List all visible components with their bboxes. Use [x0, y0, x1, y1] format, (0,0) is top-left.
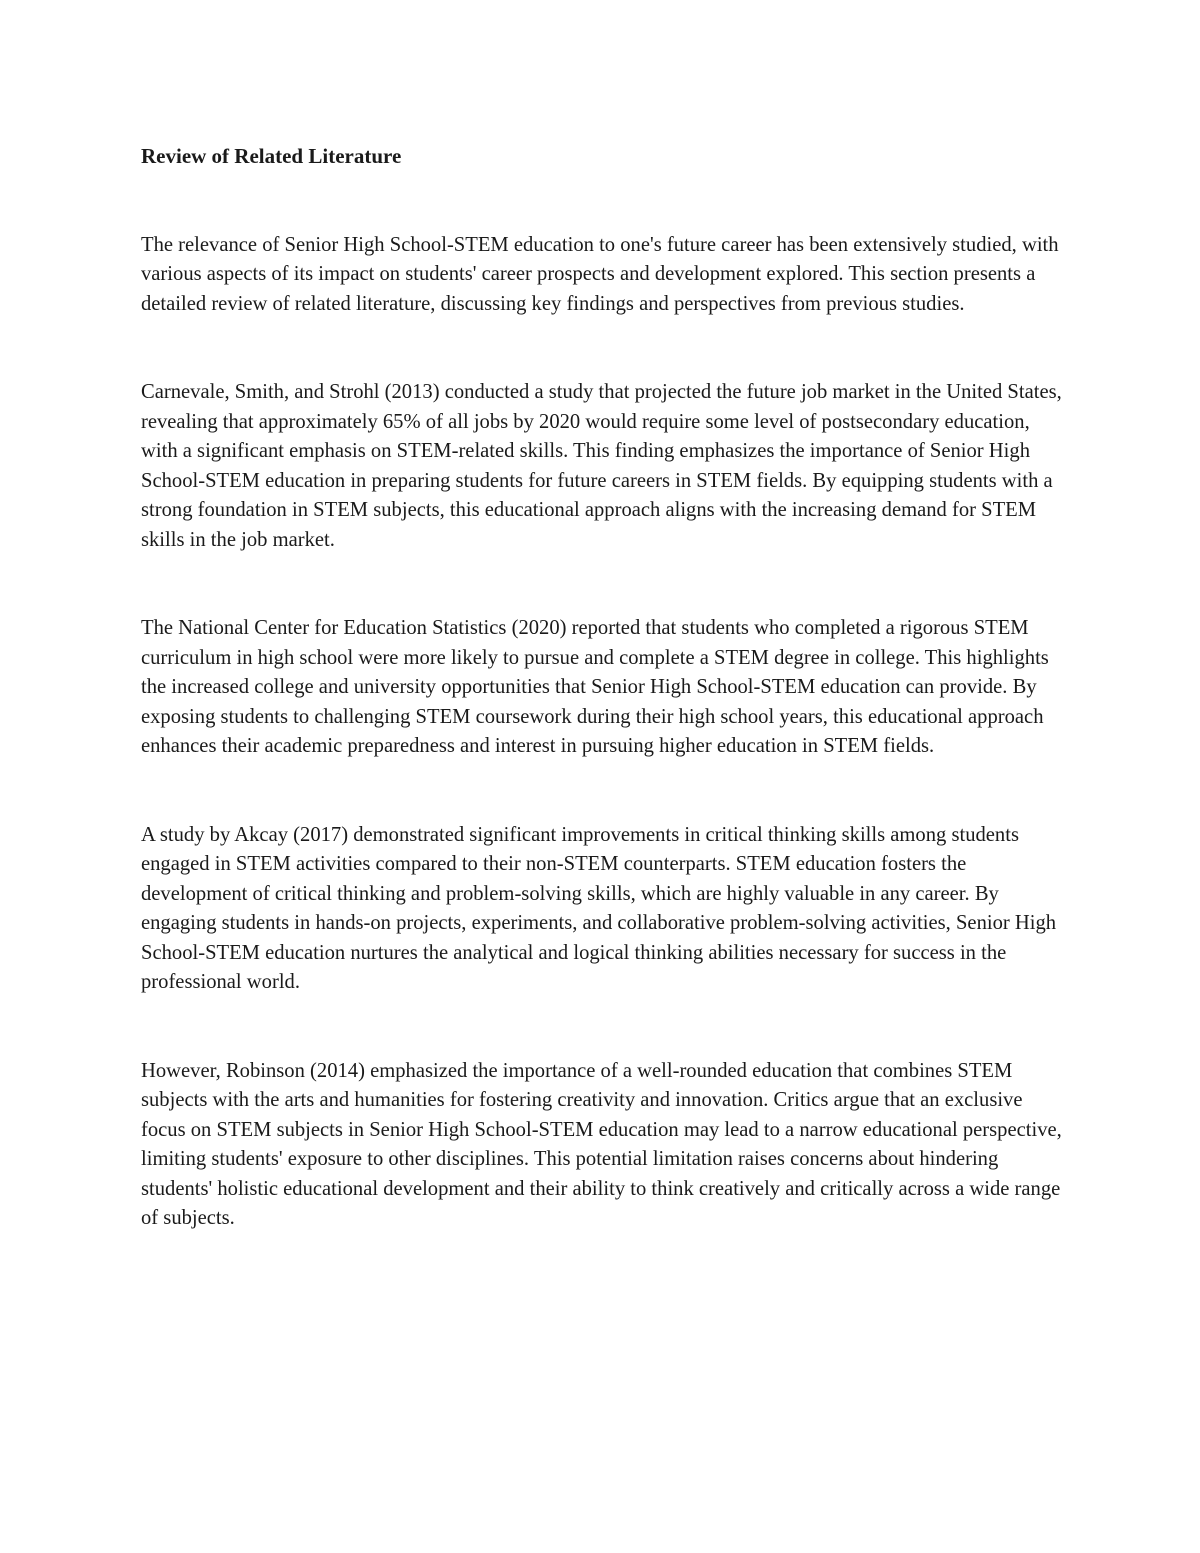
- paragraph-introduction: The relevance of Senior High School-STEM education to one's future career has been extensively studied, with various aspects of its impact on students' career prospects and development explored. This section presents a detailed review of related literature, discussing key findings and perspectives from previous studies.: [141, 233, 1059, 315]
- paragraph-akcay: A study by Akcay (2017) demonstrated significant improvements in critical thinking skills among students engaged in STEM activities compared to their non-STEM counterparts. STEM education fosters the development of critical thinking and problem-solving skills, which are highly valuable in any career. By engaging students in hands-on projects, experiments, and collaborative problem-solving activities, Senior High School-STEM education nurtures the analytical and logical thinking abilities necessary for success in the professional world.: [141, 823, 1057, 993]
- section-heading: Review of Related Literature: [141, 144, 402, 168]
- document-body: [141, 142, 1066, 1234]
- paragraph-nces: The National Center for Education Statistics (2020) reported that students who completed a rigorous STEM curriculum in high school were more likely to pursue and complete a STEM degree in college. This highlights the increased college and university opportunities that Senior High School-STEM education can provide. By exposing students to challenging STEM coursework during their high school years, this educational approach enhances their academic preparedness and interest in pursuing higher education in STEM fields.: [141, 617, 1049, 757]
- paragraph-robinson: However, Robinson (2014) emphasized the importance of a well-rounded education that combines STEM subjects with the arts and humanities for fostering creativity and innovation. Critics argue that an exclusive focus on STEM subjects in Senior High School-STEM education may lead to a narrow educational perspective, limiting students' exposure to other disciplines. This potential limitation raises concerns about hindering students' holistic educational development and their ability to think creatively and critically across a wide range of subjects.: [141, 1059, 1062, 1229]
- paragraph-carnevale: Carnevale, Smith, and Strohl (2013) conducted a study that projected the future job market in the United States, revealing that approximately 65% of all jobs by 2020 would require some level of postsecondary education, with a significant emphasis on STEM-related skills. This finding emphasizes the importance of Senior High School-STEM education in preparing students for future careers in STEM fields. By equipping students with a strong foundation in STEM subjects, this educational approach aligns with the increasing demand for STEM skills in the job market.: [141, 381, 1062, 551]
